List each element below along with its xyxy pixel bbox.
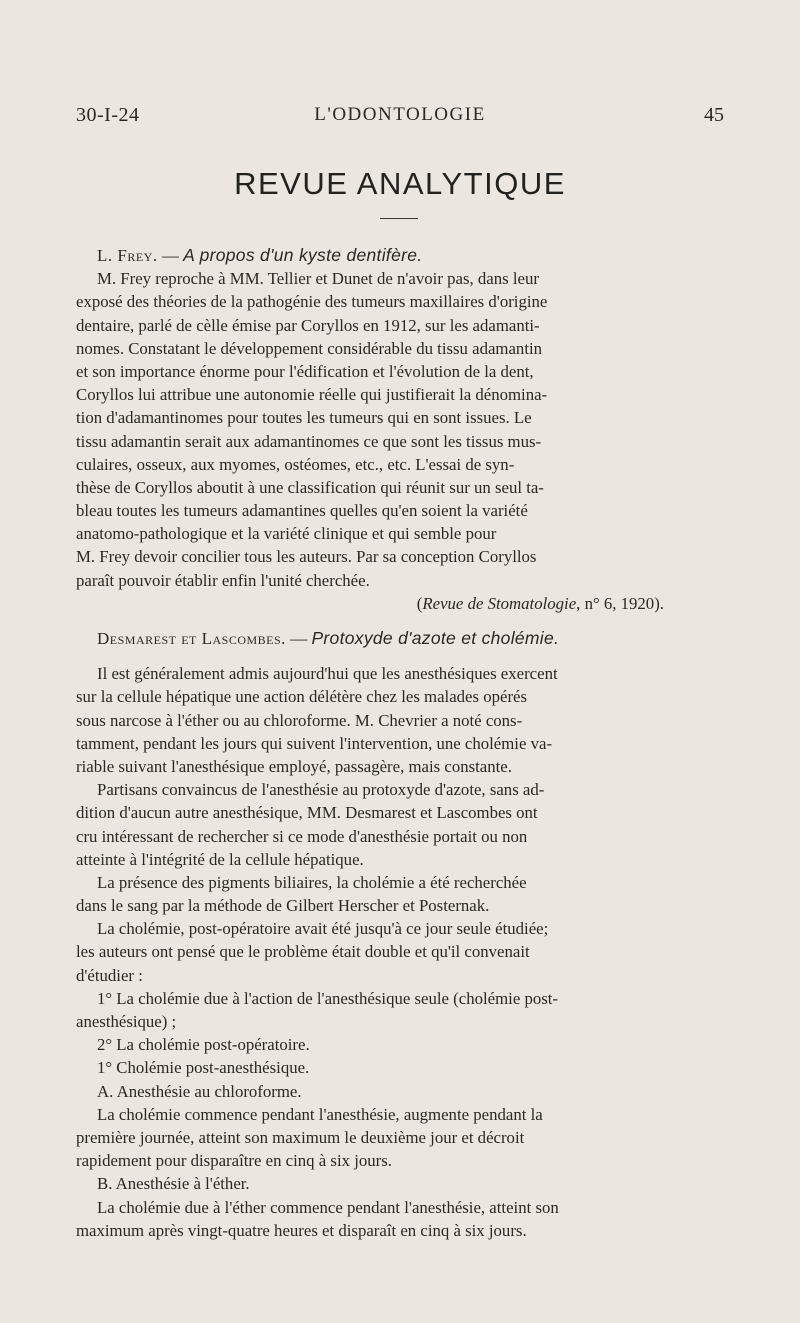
citation (76, 592, 724, 615)
citation-journal: Revue de Stomatologie (422, 593, 577, 613)
text-line: anatomo-pathologique et la variété clinique et qui semble pour (76, 524, 497, 544)
citation-details: , n° 6, 1920). (576, 593, 664, 613)
text-line: M. Frey reproche à MM. Tellier et Dunet de n'avoir pas, dans leur (97, 269, 539, 289)
text-line: rapidement pour disparaître en cinq à six jours. (76, 1151, 392, 1171)
heading-dash: — (157, 246, 184, 265)
paragraph (76, 1103, 724, 1173)
section-title: REVUE ANALYTIQUE (234, 166, 566, 201)
paragraph (76, 917, 724, 987)
text-line: Partisans convaincus de l'anesthésie au protoxyde d'azote, sans ad- (97, 780, 545, 800)
text-line: sur la cellule hépatique une action délétère chez les malades opérés (76, 687, 528, 707)
text-line: cru intéressant de rechercher si ce mode d'anesthésie portait ou non (76, 826, 528, 846)
paragraph (76, 1033, 724, 1056)
text-line: nomes. Constatant le développement considérable du tissu adamantin (76, 338, 543, 358)
article-body (76, 244, 724, 1242)
text-line: atteinte à l'intégrité de la cellule hépatique. (76, 849, 364, 869)
running-head (76, 104, 724, 134)
text-line: B. Anesthésie à l'éther. (97, 1174, 250, 1194)
article-heading-desmarest (76, 627, 724, 650)
text-line: première journée, atteint son maximum le deuxième jour et décroit (76, 1127, 525, 1147)
paragraph (76, 1080, 724, 1103)
article-title: A propos d'un kyste dentifère. (183, 245, 423, 265)
text-line: La cholémie due à l'éther commence pendant l'anesthésie, atteint son (97, 1197, 559, 1217)
text-line: tion d'adamantinomes pour toutes les tumeurs qui en sont issues. Le (76, 408, 532, 428)
text-line: tissu adamantin serait aux adamantinomes ce que sont les tissus mus- (76, 431, 542, 451)
text-line: sous narcose à l'éther ou au chloroforme. M. Chevrier a noté cons- (76, 710, 523, 730)
text-line: culaires, osseux, aux myomes, ostéomes, etc., etc. L'essai de syn- (76, 454, 515, 474)
text-line: La présence des pigments biliaires, la cholémie a été recherchée (97, 872, 527, 892)
text-line: La cholémie commence pendant l'anesthésie, augmente pendant la (97, 1104, 543, 1124)
article-frey-text (76, 267, 724, 592)
text-line: exposé des théories de la pathogénie des tumeurs maxillaires d'origine (76, 292, 548, 312)
text-line: bleau toutes les tumeurs adamantines quelles qu'en soient la variété (76, 501, 528, 521)
title-rule (380, 218, 418, 219)
page-number: 45 (704, 104, 724, 126)
article-desmarest-text (76, 662, 724, 1242)
paragraph (76, 987, 724, 1033)
journal-name: L'ODONTOLOGIE (314, 104, 486, 125)
paragraph (76, 871, 724, 917)
text-line: maximum après vingt-quatre heures et disparaît en cinq à six jours. (76, 1220, 527, 1240)
text-line: A. Anesthésie au chloroforme. (97, 1081, 302, 1101)
paragraph (76, 662, 724, 778)
text-line: 2° La cholémie post-opératoire. (97, 1035, 310, 1055)
text-line: d'étudier : (76, 965, 143, 985)
article-author: L. Frey. (97, 246, 158, 265)
paragraph (76, 778, 724, 871)
citation-open: ( (416, 593, 423, 613)
text-line: La cholémie, post-opératoire avait été jusqu'à ce jour seule étudiée; (97, 919, 549, 939)
text-line: et son importance énorme pour l'édification et l'évolution de la dent, (76, 361, 534, 381)
text-line: Il est généralement admis aujourd'hui que les anesthésiques exercent (97, 664, 558, 684)
text-line: dentaire, parlé de cèlle émise par Coryllos en 1912, sur les adamanti- (76, 315, 540, 335)
text-line: 1° La cholémie due à l'action de l'anesthésique seule (cholémie post- (97, 988, 559, 1008)
heading-dash: — (285, 629, 312, 648)
text-line: M. Frey devoir concilier tous les auteurs. Par sa conception Coryllos (76, 547, 537, 567)
text-line: anesthésique) ; (76, 1012, 177, 1031)
issue-date: 30-I-24 (76, 104, 140, 126)
article-heading-frey (76, 244, 724, 267)
text-line: les auteurs ont pensé que le problème était double et qu'il convenait (76, 942, 530, 962)
text-line: Coryllos lui attribue une autonomie réelle qui justifierait la dénomina- (76, 385, 548, 405)
paragraph (76, 1196, 724, 1242)
text-line: tamment, pendant les jours qui suivent l'intervention, une cholémie va- (76, 733, 553, 753)
text-line: dans le sang par la méthode de Gilbert Herscher et Posternak. (76, 896, 490, 916)
article-title: Protoxyde d'azote et cholémie. (311, 628, 560, 648)
text-line: riable suivant l'anesthésique employé, passagère, mais constante. (76, 756, 512, 776)
paragraph (76, 1056, 724, 1079)
text-line: dition d'aucun autre anesthésique, MM. Desmarest et Lascombes ont (76, 803, 538, 823)
paragraph (76, 1172, 724, 1195)
article-author: Desmarest et Lascombes. (97, 629, 286, 648)
text-line: paraît pouvoir établir enfin l'unité cherchée. (76, 570, 370, 590)
text-line: thèse de Coryllos aboutit à une classification qui réunit sur un seul ta- (76, 477, 544, 497)
text-line: 1° Cholémie post-anesthésique. (97, 1058, 310, 1078)
